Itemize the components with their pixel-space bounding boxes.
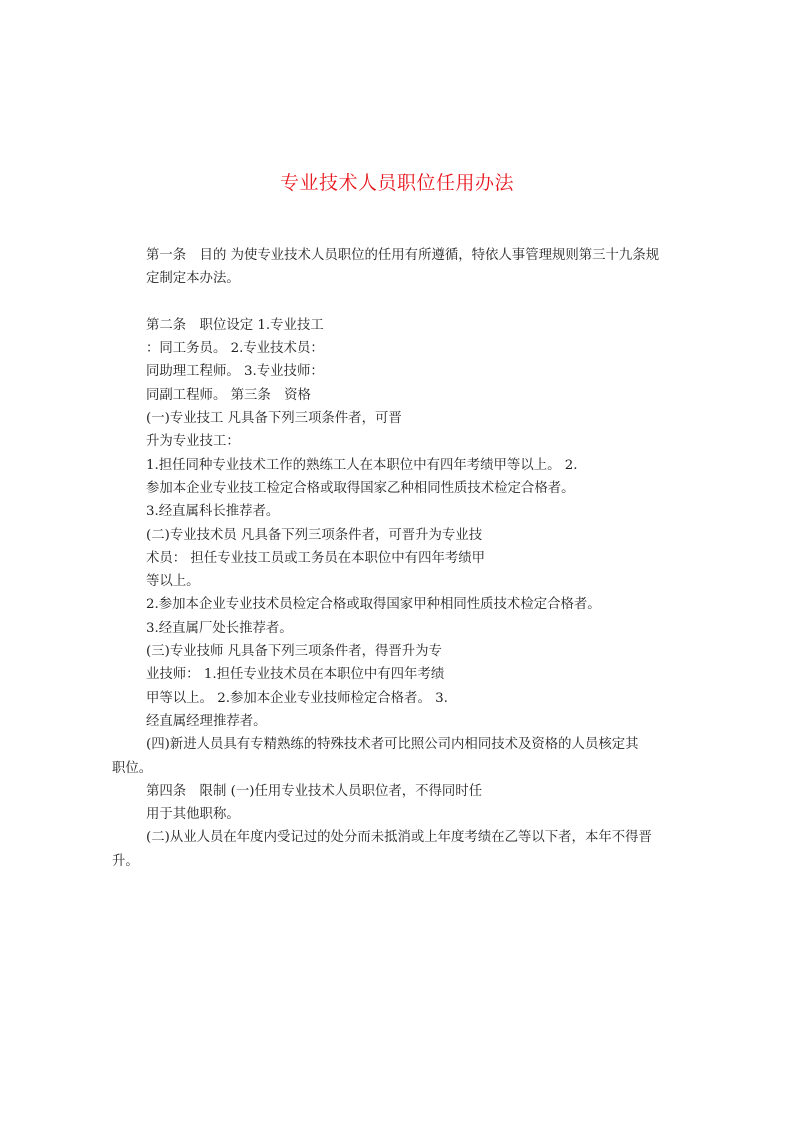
text-line: 第二条 职位设定 1.专业技工 [146, 317, 324, 333]
text-line: 术员： 担任专业技工员或工务员在本职位中有四年考绩甲 [146, 550, 486, 566]
text-line: ：同工务员。 2.专业技术员： [146, 341, 324, 357]
text-line: 升为专业技工： [146, 434, 240, 450]
text-line: 参加本企业专业技工检定合格或取得国家乙种相同性质技术检定合格者。 [146, 480, 575, 496]
text-line: 业技师： 1.担任专业技术员在本职位中有四年考绩 [146, 667, 445, 683]
text-line: (二)专业技术员 凡具备下列三项条件者，可晋升为专业技 [146, 527, 483, 543]
text-line: 第四条 限制 (一)任用专业技术人员职位者，不得同时任 [146, 783, 483, 799]
text-line: 升。 [112, 853, 139, 869]
document-body [112, 244, 702, 873]
text-line: 甲等以上。 2.参加本企业专业技师检定合格者。 3. [146, 690, 448, 706]
text-line: 1.担任同种专业技术工作的熟练工人在本职位中有四年考绩甲等以上。 2. [146, 457, 578, 473]
text-line: (三)专业技师 凡具备下列三项条件者，得晋升为专 [146, 644, 442, 660]
text-line: 同助理工程师。 3.专业技师： [146, 364, 324, 380]
text-line: 3.经直属厂处长推荐者。 [146, 620, 293, 636]
text-line: (四)新进人员具有专精熟练的特殊技术者可比照公司内相同技术及资格的人员核定其 [146, 737, 639, 753]
blank-line [112, 291, 702, 314]
text-line: 3.经直属科长推荐者。 [146, 504, 280, 520]
text-line: 2.参加本企业专业技术员检定合格或取得国家甲种相同性质技术检定合格者。 [146, 597, 601, 613]
text-line: 职位。 [112, 760, 153, 776]
text-line: 等以上。 [146, 574, 200, 590]
text-line: 经直属经理推荐者。 [146, 713, 267, 729]
text-line: (二)从业人员在年度内受记过的处分而未抵消或上年度考绩在乙等以下者，本年不得晋 [146, 830, 652, 846]
document-title: 专业技术人员职位任用办法 [279, 172, 514, 194]
text-line: 定制定本办法。 [146, 271, 240, 287]
text-line: 用于其他职称。 [146, 807, 240, 823]
text-line: (一)专业技工 凡具备下列三项条件者，可晋 [146, 411, 402, 427]
text-line: 同副工程师。 第三条 资格 [146, 387, 311, 403]
text-line: 第一条 目的 为使专业技术人员职位的任用有所遵循，特依人事管理规则第三十九条规 [146, 248, 660, 263]
